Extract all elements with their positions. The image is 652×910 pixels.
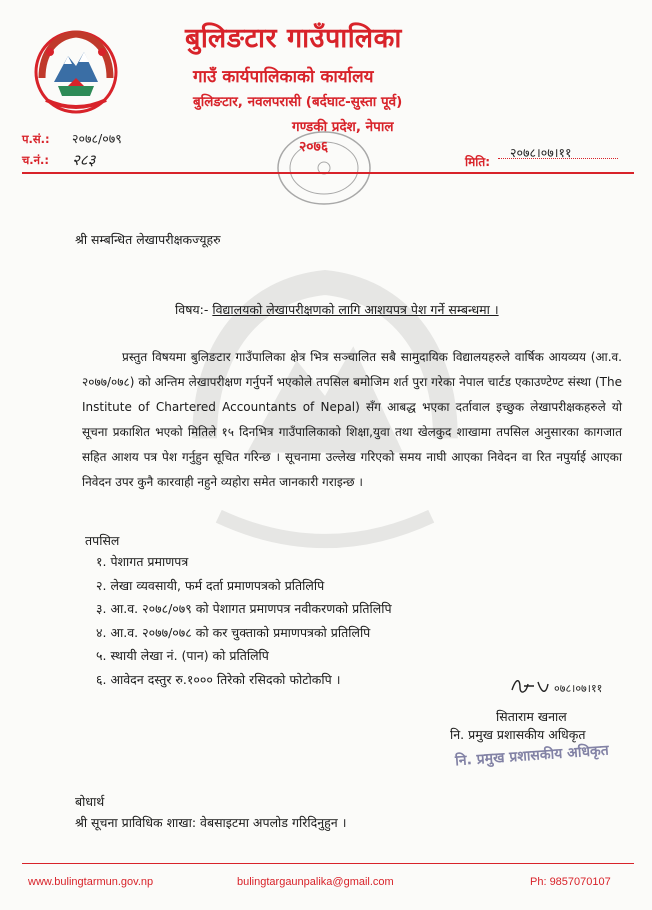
footer-website-link[interactable]: www.bulingtarmun.gov.np [28, 876, 154, 888]
signatory-title: नि. प्रमुख प्रशासकीय अधिकृत [450, 727, 586, 742]
office-name: गाउँ कार्यपालिकाको कार्यालय [193, 67, 374, 87]
header-divider [22, 172, 634, 174]
list-item: २. लेखा व्यवसायी, फर्म दर्ता प्रमाणपत्रको प्रतिलिपि [96, 577, 325, 593]
date-value: २०७८।०७।११ [510, 145, 572, 160]
office-address: बुलिङटार, नवलपरासी (बर्दघाट-सुस्ता पूर्व) [193, 94, 403, 110]
cc-line: श्री सूचना प्राविधिक शाखा: वेबसाइटमा अपलोड गरिदिनुहुन । [75, 815, 347, 830]
establishment-year: २०७६ [299, 139, 329, 155]
cn-label: च.नं.: [22, 153, 50, 167]
municipality-title: बुलिङटार गाउँपालिका [185, 23, 402, 54]
province-line: गण्डकी प्रदेश, नेपाल [292, 119, 394, 135]
subject-text: विद्यालयको लेखापरीक्षणको लागि आशयपत्र पेश गर्ने सम्बन्धमा । [212, 302, 499, 317]
handwritten-signature [508, 672, 628, 700]
date-label: मिति: [465, 155, 491, 169]
signature-date: ०७८।०७।११ [554, 682, 603, 695]
date-dotted-line [498, 158, 618, 159]
cc-heading: बोधार्थ [75, 794, 105, 809]
nepal-emblem-icon [28, 22, 124, 118]
list-item: ३. आ.व. २०७८/०७९ को पेशागत प्रमाणपत्र नवीकरणको प्रतिलिपि [96, 601, 392, 617]
list-item: १. पेशागत प्रमाणपत्र [96, 554, 189, 569]
tapsil-list [96, 550, 392, 692]
cn-value: २८३ [72, 151, 96, 169]
list-item: ४. आ.व. २०७७/०७८ को कर चुक्ताको प्रमाणपत्रको प्रतिलिपि [96, 624, 371, 640]
addressee: श्री सम्बन्धित लेखापरीक्षकज्यूहरु [75, 232, 221, 247]
list-item: ६. आवेदन दस्तुर रु.१००० तिरेको रसिदको फोटोकपि । [96, 671, 341, 687]
ps-label: प.सं.: [22, 132, 50, 146]
subject-line [175, 301, 499, 318]
subject-prefix: विषय:- [175, 302, 213, 317]
signatory-name: सिताराम खनाल [496, 709, 567, 724]
footer-email-link[interactable]: bulingtargaunpalika@gmail.com [237, 876, 394, 888]
body-paragraph [82, 345, 622, 495]
footer-divider [22, 863, 634, 864]
ps-value: २०७८/०७९ [72, 131, 122, 146]
tapsil-heading: तपसिल [85, 533, 120, 548]
designation-stamp: नि. प्रमुख प्रशासकीय अधिकृत [454, 742, 610, 770]
list-item: ५. स्थायी लेखा नं. (पान) को प्रतिलिपि [96, 648, 269, 664]
footer-phone: Ph: 9857070107 [530, 876, 611, 888]
body-text: प्रस्तुत विषयमा बुलिङटार गाउँपालिका क्षेत्र भित्र सञ्चालित सबै सामुदायिक विद्यालयहरुले वार्षिक आयव्यय (आ.व. २०७७/०७८) को अन्तिम लेखापरीक्षण गर्नुपर्ने भएकोले तपसिल बमोजिम शर्त पुरा गरेका नेपाल चार्टड एकाउण्टेण्ट संस्था (The Institute of Chartered Accountants of Nepal) सँग आबद्ध भएका दर्तावाल इच्छुक लेखापरीक्षकहरुले यो सूचना प्रकाशित भएको मितिले १५ दिनभित्र गाउँपालिकाको शिक्षा,युवा तथा खेलकुद शाखामा तपसिल अनुसारका कागजात सहित आशय पत्र पेश गर्नुहुन सूचित गरिन्छ । सूचनामा उल्लेख गरिएको समय नाघी आएका निवेदन वा रित नपुर्याई आएका निवेदन उपर कुनै कारवाही नहुने व्यहोरा समेत जानकारी गराइन्छ । [82, 350, 622, 489]
